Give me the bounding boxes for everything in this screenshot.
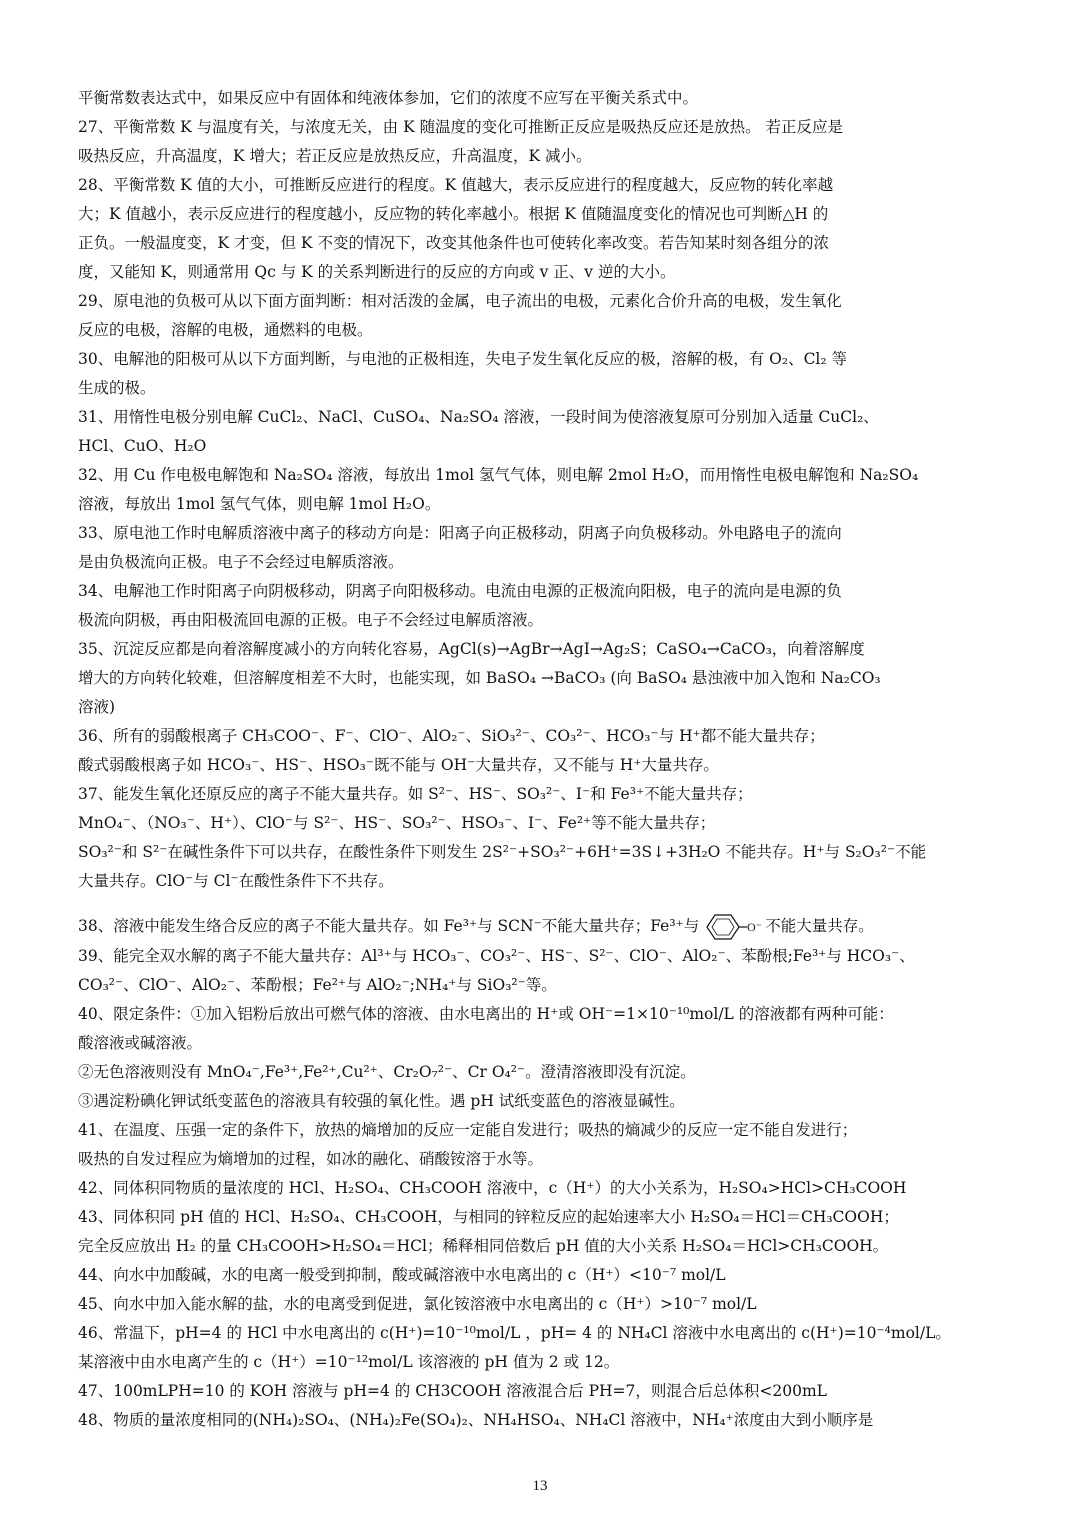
text-line: 28、平衡常数 K 值的大小，可推断反应进行的程度。K 值越大，表示反应进行的程度越大，反应物的转化率越 xyxy=(78,176,834,194)
text-line: 度，又能知 K，则通常用 Qc 与 K 的关系判断进行的反应的方向或 v 正、v 逆的大小。 xyxy=(78,263,676,281)
text-line: 反应的电极，溶解的电极，通燃料的电极。 xyxy=(78,321,373,339)
text-line: 35、沉淀反应都是向着溶解度减小的方向转化容易，AgCl(s)→AgBr→AgI→Ag₂S；CaSO₄→CaCO₃，向着溶解度 xyxy=(78,640,865,658)
text-line-38 xyxy=(78,910,1006,942)
text-line: 34、电解池工作时阳离子向阴极移动，阴离子向阳极移动。电流由电源的正极流向阳极，电子的流向是电源的负 xyxy=(78,582,842,600)
page-number: 13 xyxy=(532,1478,548,1494)
line38-before: 38、溶液中能发生络合反应的离子不能大量共存。如 Fe³⁺与 SCN⁻不能大量共存；Fe³⁺与 xyxy=(78,917,700,935)
text-line: 42、同体积同物质的量浓度的 HCl、H₂SO₄、CH₃COOH 溶液中，c（H⁺）的大小关系为，H₂SO₄>HCl>CH₃COOH xyxy=(78,1179,907,1197)
text-line: 33、原电池工作时电解质溶液中离子的移动方向是：阳离子向正极移动，阴离子向负极移动。外电路电子的流向 xyxy=(78,524,842,542)
text-line: 45、向水中加入能水解的盐，水的电离受到促进，氯化铵溶液中水电离出的 c（H⁺）>10⁻⁷ mol/L xyxy=(78,1295,757,1313)
text-line: 43、同体积同 pH 值的 HCl、H₂SO₄、CH₃COOH，与相同的锌粒反应的起始速率大小 H₂SO₄＝HCl＝CH₃COOH； xyxy=(78,1208,899,1226)
text-line: MnO₄⁻、（NO₃⁻、H⁺）、ClO⁻与 S²⁻、HS⁻、SO₃²⁻、HSO₃⁻、I⁻、Fe²⁺等不能大量共存； xyxy=(78,814,716,832)
text-line: 48、物质的量浓度相同的(NH₄)₂SO₄、(NH₄)₂Fe(SO₄)₂、NH₄HSO₄、NH₄Cl 溶液中，NH₄⁺浓度由大到小顺序是 xyxy=(78,1411,874,1429)
text-line: 完全反应放出 H₂ 的量 CH₃COOH>H₂SO₄＝HCl；稀释相同倍数后 pH 值的大小关系 H₂SO₄＝HCl>CH₃COOH。 xyxy=(78,1237,889,1255)
text-line: 某溶液中由水电离产生的 c（H⁺）=10⁻¹²mol/L 该溶液的 pH 值为 2 或 12。 xyxy=(78,1353,620,1371)
text-line: 39、能完全双水解的离子不能大量共存：Al³⁺与 HCO₃⁻、CO₃²⁻、HS⁻、S²⁻、ClO⁻、AlO₂⁻、苯酚根;Fe³⁺与 HCO₃⁻、 xyxy=(78,947,915,965)
text-line: 37、能发生氧化还原反应的离子不能大量共存。如 S²⁻、HS⁻、SO₃²⁻、I⁻和 Fe³⁺不能大量共存； xyxy=(78,785,753,803)
text-line: 41、在温度、压强一定的条件下，放热的熵增加的反应一定能自发进行；吸热的熵减少的反应一定不能自发进行； xyxy=(78,1121,858,1139)
text-line: 平衡常数表达式中，如果反应中有固体和纯液体参加，它们的浓度不应写在平衡关系式中。 xyxy=(78,89,699,107)
text-line: 溶液，每放出 1mol 氢气气体，则电解 1mol H₂O。 xyxy=(78,495,441,513)
text-body xyxy=(78,84,1006,1435)
text-line: 是由负极流向正极。电子不会经过电解质溶液。 xyxy=(78,553,404,571)
phenoxide-label: O⁻ xyxy=(747,920,763,934)
text-line: SO₃²⁻和 S²⁻在碱性条件下可以共存，在酸性条件下则发生 2S²⁻+SO₃²⁻+6H⁺=3S↓+3H₂O 不能共存。H⁺与 S₂O₃²⁻不能 xyxy=(78,843,927,861)
text-line: 40、限定条件：①加入铝粉后放出可燃气体的溶液、由水电离出的 H⁺或 OH⁻=1×10⁻¹⁰mol/L 的溶液都有两种可能： xyxy=(78,1005,894,1023)
text-line: 27、平衡常数 K 与温度有关，与浓度无关，由 K 随温度的变化可推断正反应是吸热反应还是放热。 若正反应是 xyxy=(78,118,844,136)
text-line: 31、用惰性电极分别电解 CuCl₂、NaCl、CuSO₄、Na₂SO₄ 溶液，一段时间为使溶液复原可分别加入适量 CuCl₂、 xyxy=(78,408,879,426)
text-line: ③遇淀粉碘化钾试纸变蓝色的溶液具有较强的氧化性。遇 pH 试纸变蓝色的溶液显碱性。 xyxy=(78,1092,685,1110)
text-line: 极流向阴极，再由阳极流回电源的正极。电子不会经过电解质溶液。 xyxy=(78,611,544,629)
text-line: 32、用 Cu 作电极电解饱和 Na₂SO₄ 溶液，每放出 1mol 氢气气体，则电解 2mol H₂O，而用惰性电极电解饱和 Na₂SO₄ xyxy=(78,466,919,484)
text-line: 增大的方向转化较难，但溶解度相差不大时，也能实现，如 BaSO₄ →BaCO₃ (向 BaSO₄ 悬浊液中加入饱和 Na₂CO₃ xyxy=(78,669,881,687)
text-line: 吸热的自发过程应为熵增加的过程，如冰的融化、硝酸铵溶于水等。 xyxy=(78,1150,544,1168)
text-line: 30、电解池的阳极可从以下方面判断，与电池的正极相连，失电子发生氧化反应的极，溶解的极，有 O₂、Cl₂ 等 xyxy=(78,350,848,368)
line38-after: 不能大量共存。 xyxy=(765,917,874,935)
text-line: 大量共存。ClO⁻与 Cl⁻在酸性条件下不共存。 xyxy=(78,872,394,890)
text-line: ②无色溶液则没有 MnO₄⁻,Fe³⁺,Fe²⁺,Cu²⁺、Cr₂O₇²⁻、Cr O₄²⁻。澄清溶液即没有沉淀。 xyxy=(78,1063,696,1081)
text-line: 46、常温下，pH=4 的 HCl 中水电离出的 c(H⁺)=10⁻¹⁰mol/L ，pH= 4 的 NH₄Cl 溶液中水电离出的 c(H⁺)=10⁻⁴mol/L。 xyxy=(78,1324,951,1342)
text-line: 吸热反应，升高温度，K 增大；若正反应是放热反应，升高温度，K 减小。 xyxy=(78,147,592,165)
text-line: 29、原电池的负极可从以下面方面判断：相对活泼的金属，电子流出的电极，元素化合价升高的电极，发生氧化 xyxy=(78,292,842,310)
text-line: 44、向水中加酸碱，水的电离一般受到抑制，酸或碱溶液中水电离出的 c（H⁺）<10⁻⁷ mol/L xyxy=(78,1266,726,1284)
text-line: 溶液) xyxy=(78,698,116,716)
text-line: HCl、CuO、H₂O xyxy=(78,437,207,455)
phenoxide-structure-icon xyxy=(701,911,763,942)
text-line: 36、所有的弱酸根离子 CH₃COO⁻、F⁻、ClO⁻、AlO₂⁻、SiO₃²⁻、CO₃²⁻、HCO₃⁻与 H⁺都不能大量共存； xyxy=(78,727,825,745)
text-line: 酸溶液或碱溶液。 xyxy=(78,1034,203,1052)
text-line: 47、100mLPH=10 的 KOH 溶液与 pH=4 的 CH3COOH 溶液混合后 PH=7，则混合后总体积<200mL xyxy=(78,1382,827,1400)
text-line: 正负。一般温度变，K 才变，但 K 不变的情况下，改变其他条件也可使转化率改变。若告知某时刻各组分的浓 xyxy=(78,234,829,252)
text-line: 生成的极。 xyxy=(78,379,156,397)
text-line: 酸式弱酸根离子如 HCO₃⁻、HS⁻、HSO₃⁻既不能与 OH⁻大量共存，又不能与 H⁺大量共存。 xyxy=(78,756,719,774)
text-line: 大；K 值越小，表示反应进行的程度越小，反应物的转化率越小。根据 K 值随温度变化的情况也可判断△H 的 xyxy=(78,205,829,223)
text-line: CO₃²⁻、ClO⁻、AlO₂⁻、苯酚根；Fe²⁺与 AlO₂⁻;NH₄⁺与 SiO₃²⁻等。 xyxy=(78,976,557,994)
